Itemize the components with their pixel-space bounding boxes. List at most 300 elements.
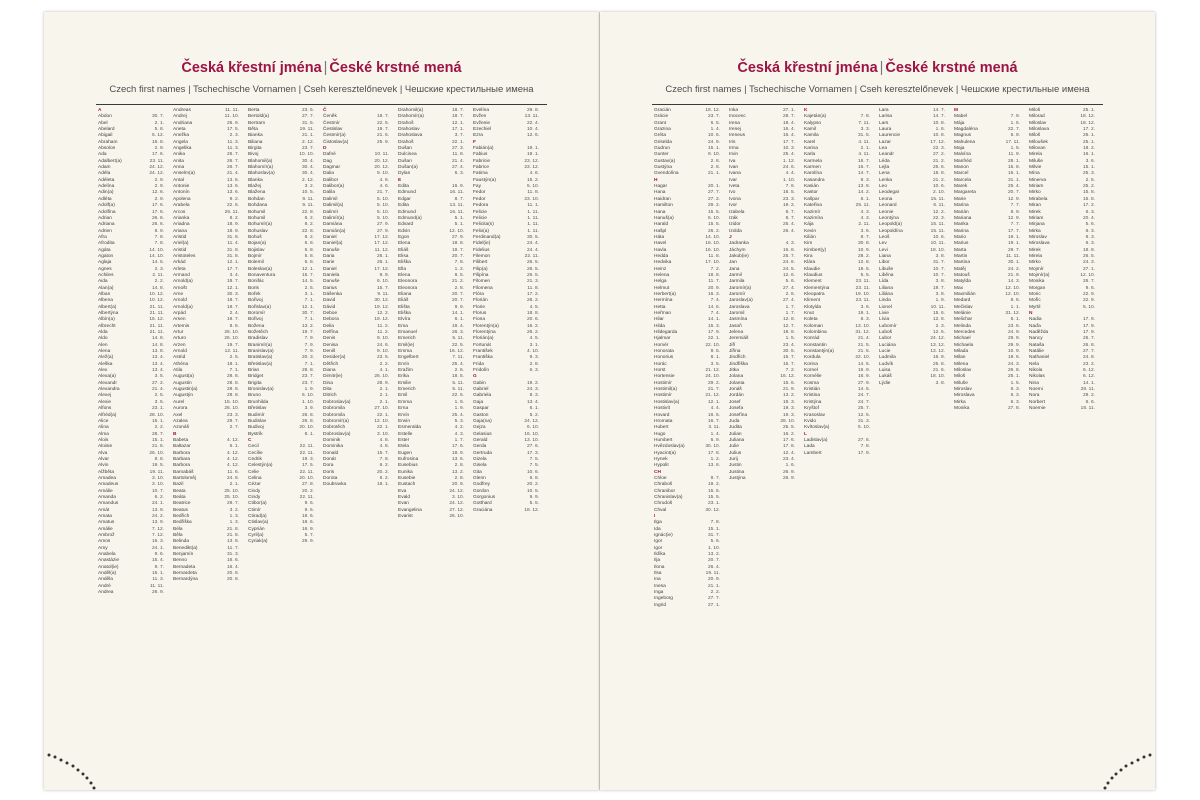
name-text: Lejla [879, 165, 890, 171]
name-text: Čistoslav(a) [323, 139, 349, 145]
name-text: Marie [954, 196, 966, 202]
name-text: Mirabela [1029, 196, 1048, 202]
name-day-date: 28. 7. [782, 114, 795, 120]
name-text: Danuše [323, 279, 340, 285]
name-day-date: 16. 7. [857, 165, 870, 171]
name-day-date: 6. 6. [1085, 399, 1095, 405]
name-text: Leodegar [879, 190, 900, 196]
name-day-date: 5. 6. [1085, 222, 1095, 228]
name-day-date: 15. 5. [707, 488, 720, 494]
name-text: Jáchym [729, 247, 746, 253]
name-day-date: 19. 3. [782, 406, 795, 412]
name-text: Arsen [173, 317, 186, 323]
name-day-date: 24. 3. [526, 387, 539, 393]
name-day-date: 11. 9. [1008, 152, 1020, 158]
name-text: Bivoj [248, 152, 259, 158]
letter-label: CH [654, 469, 661, 475]
name-text: Moric [1029, 291, 1041, 297]
name-text: Julian [729, 431, 742, 437]
name-day-date: 8. 7. [860, 234, 870, 240]
name-text: Celina [248, 475, 262, 481]
name-text: Dylan [398, 171, 411, 177]
name-day-date: 23. 5. [376, 355, 389, 361]
name-day-date: 5. 10. [857, 425, 870, 431]
name-day-date: 19. 7. [451, 247, 464, 253]
name-text: Mirka [1029, 228, 1041, 234]
name-day-date: 27. 1. [707, 602, 720, 608]
name-text: Erna [398, 406, 409, 412]
name-text: Dávid [323, 304, 336, 310]
name-day-date: 16. 12. [149, 317, 164, 323]
name-day-date: 7. 8. [154, 234, 164, 240]
name-day-date: 3. 8. [935, 380, 945, 386]
name-text: Ilga [654, 520, 662, 526]
name-day-date: 26. 5. [526, 272, 539, 278]
name-text: Filomen [473, 279, 491, 285]
name-day-date: 24. 12. [449, 488, 464, 494]
name-text: Alen [98, 342, 108, 348]
name-text: Heinz [654, 266, 667, 272]
name-text: Kalypso [804, 120, 822, 126]
name-day-date: 12. 6. [932, 330, 945, 336]
name-day-date: 24. 8. [226, 475, 239, 481]
name-day-date: 26. 7. [1082, 336, 1095, 342]
name-day-date: 14. 1. [707, 317, 720, 323]
name-text: Florus [473, 311, 487, 316]
letter-label: H [654, 177, 658, 183]
name-text: Nataša [1029, 342, 1045, 348]
name-day-date: 1. 11. [527, 222, 539, 228]
name-text: Milena [954, 361, 969, 367]
name-day-date: 16. 9. [857, 374, 870, 380]
name-day-date: 19. 1. [857, 311, 870, 316]
names-column [729, 108, 795, 482]
name-day-date: 1. 12. [782, 158, 795, 164]
name-day-date: 22. 5. [451, 393, 464, 399]
name-text: Marcel [954, 171, 969, 177]
name-text: Gaja [473, 399, 484, 405]
name-text: Miluše [954, 380, 968, 386]
name-day-date: 4. 12. [226, 450, 239, 456]
name-day-date: 4. 3. [785, 241, 795, 247]
name-text: Kateřina [804, 203, 822, 209]
name-day-date: 6. 10. [526, 425, 539, 431]
name-day-date: 10. 11. [374, 152, 389, 158]
name-day-date: 4. 6. [529, 171, 539, 177]
name-text: Antonín [173, 190, 190, 196]
name-text: Ivor [729, 203, 737, 209]
name-text: Kamil [804, 127, 816, 133]
name-day-date: 1. 5. [1010, 380, 1020, 386]
name-text: Bolemil [248, 260, 264, 266]
name-day-date: 8. 2. [304, 234, 314, 240]
name-day-date: 19. 7. [932, 285, 945, 291]
name-day-date: 22. 9. [1082, 298, 1095, 304]
name-day-date: 26. 2. [526, 330, 539, 336]
name-entry [954, 406, 1020, 412]
name-text: August(a) [173, 374, 194, 380]
name-text: Marina [954, 203, 969, 209]
name-day-date: 18. 7. [226, 304, 239, 310]
name-entry [1029, 406, 1095, 412]
name-day-date: 5. 6. [785, 279, 795, 285]
name-text: Gustav(a) [654, 158, 676, 164]
name-day-date: 3. 6. [860, 304, 870, 310]
name-day-date: 14. 6. [707, 304, 720, 310]
name-text: Barbora [173, 463, 191, 469]
name-day-date: 9. 9. [454, 304, 464, 310]
name-text: Gorgonius [473, 494, 496, 500]
name-text: Juda [729, 418, 740, 424]
name-day-date: 7. 12. [151, 526, 164, 532]
name-day-date: 19. 2. [707, 482, 720, 488]
name-day-date: 11. 11. [225, 108, 239, 113]
name-text: Nikola [1029, 368, 1043, 374]
name-day-date: 7. 7. [1010, 222, 1020, 228]
name-day-date: 24. 3. [1082, 260, 1095, 266]
name-day-date: 26. 10. [149, 450, 164, 456]
name-text: Eliáš [398, 247, 409, 253]
name-day-date: 20. 4. [1082, 215, 1095, 221]
name-text: Kosma [804, 380, 819, 386]
name-day-date: 16. 10. [705, 247, 720, 253]
name-text: Bianka [248, 133, 263, 139]
name-text: Jiří [729, 342, 736, 348]
name-text: Arturo [173, 336, 187, 342]
name-day-date: 13. 2. [707, 552, 720, 558]
name-text: Ctimír [248, 507, 261, 513]
name-day-date: 1. 7. [785, 304, 795, 310]
name-text: Nancy [1029, 336, 1043, 342]
name-text: Anastázie [98, 558, 120, 564]
name-text: Deniš [323, 349, 336, 355]
name-text: Lukáš [879, 374, 892, 380]
name-text: Emilie [398, 380, 412, 386]
name-text: Drahomír(a) [398, 114, 424, 120]
name-text: Emma [398, 349, 412, 355]
name-day-date: 23. 7. [707, 114, 720, 120]
name-text: Alan(a) [98, 285, 114, 291]
name-day-date: 15. 1. [1082, 165, 1095, 171]
name-text: Kornélie [804, 374, 822, 380]
name-text: Dagmar [323, 165, 341, 171]
name-day-date: 5. 10. [376, 196, 389, 202]
name-text: Ivana [729, 171, 741, 177]
name-text: Melinda [954, 323, 971, 329]
name-day-date: 17. 6. [451, 444, 464, 450]
name-day-date: 26. 8. [1082, 342, 1095, 348]
name-day-date: 3. 7. [454, 133, 464, 139]
name-day-date: 5. 6. [710, 539, 720, 545]
name-text: Evžen [473, 114, 487, 120]
name-day-date: 24. 7. [857, 393, 870, 399]
name-text: Hugo [654, 431, 666, 437]
name-text: Evald [398, 494, 410, 500]
name-day-date: 19. 2. [782, 203, 795, 209]
name-text: Jasmína [729, 317, 748, 323]
name-day-date: 27. 9. [376, 222, 389, 228]
name-day-date: 20. 2. [526, 482, 539, 488]
name-text: Lara [879, 108, 889, 113]
name-text: Mirjana [1029, 222, 1045, 228]
name-day-date: 1. 4. [710, 127, 720, 133]
name-text: Ester [398, 437, 410, 443]
name-text: Izák [729, 215, 738, 221]
name-text: Danuše [323, 247, 340, 253]
name-day-date: 7. 7. [1010, 203, 1020, 209]
name-day-date: 20. 6. [526, 317, 539, 323]
name-text: Bonifác [248, 279, 264, 285]
name-text: Beatrice [173, 501, 191, 507]
name-day-date: 17. 12. [374, 241, 389, 247]
name-day-date: 11. 3. [152, 577, 164, 583]
name-day-date: 27. 7. [301, 114, 314, 120]
name-day-date: 4. 1. [379, 368, 389, 374]
name-day-date: 3. 4. [229, 272, 239, 278]
name-text: Liana [879, 253, 891, 259]
name-text: Cézar [248, 482, 261, 488]
name-day-date: 9. 6. [154, 552, 164, 558]
name-day-date: 17. 7. [226, 266, 239, 272]
name-day-date: 7. 4. [710, 311, 720, 316]
name-text: Miloslav [954, 368, 972, 374]
names-column [1029, 108, 1095, 413]
name-day-date: 6. 3. [1085, 228, 1095, 234]
name-day-date: 5. 1. [454, 215, 464, 221]
name-text: Artemis [173, 323, 190, 329]
name-text: Amát [98, 507, 110, 513]
name-text: Lambert [804, 450, 822, 456]
name-text: Hamilton [654, 203, 673, 209]
name-day-date: 5. 5. [860, 272, 870, 278]
name-text: Atila [173, 368, 183, 374]
name-text: Břetislav(a) [248, 361, 273, 367]
name-text: Branimír(a) [248, 342, 272, 348]
name-text: Melichar [954, 317, 973, 323]
name-text: Alež(a) [98, 355, 114, 361]
name-day-date: 5. 8. [304, 253, 314, 259]
name-day-date: 15. 2. [526, 177, 539, 183]
name-text: Klotylda [804, 304, 822, 310]
name-day-date: 12. 1. [226, 285, 239, 291]
name-day-date: 27. 9. [451, 234, 464, 240]
name-text: Irenej [729, 127, 741, 133]
name-day-date: 10. 7. [151, 488, 164, 494]
name-text: Justin [729, 463, 742, 469]
name-text: Aleška [98, 361, 113, 367]
name-day-date: 18. 9. [226, 228, 239, 234]
name-day-date: 7. 11. [858, 120, 870, 126]
name-text: Kilián [804, 234, 816, 240]
name-text: Chloe [654, 475, 667, 481]
right-page [600, 12, 1155, 790]
name-day-date: 22. 8. [301, 228, 314, 234]
name-day-date: 8. 9. [154, 228, 164, 234]
name-text: Amadeus [98, 482, 119, 488]
name-text: Mirela [1029, 152, 1043, 158]
name-text: Čestislav [323, 127, 343, 133]
name-day-date: 21. 8. [226, 533, 239, 539]
name-day-date: 6. 2. [379, 463, 389, 469]
name-text: Ariel(a) [173, 241, 189, 247]
name-text: Michaela [954, 342, 974, 348]
name-day-date: 29. 7. [226, 501, 239, 507]
name-text: Hjalmar [654, 336, 671, 342]
name-text: Boromír [248, 311, 266, 316]
name-day-date: 11. 8. [708, 253, 720, 259]
name-day-date: 4. 3. [860, 215, 870, 221]
name-day-date: 2. 3. [935, 323, 945, 329]
name-text: Jurij [729, 456, 738, 462]
name-text: Mirek [1029, 209, 1041, 215]
name-day-date: 5. 10. [1082, 304, 1095, 310]
name-text: Estelle [398, 431, 413, 437]
name-text: Drahoš [398, 139, 414, 145]
name-day-date: 6. 3. [454, 171, 464, 177]
name-text: Chranibor [654, 488, 676, 494]
name-day-date: 9. 2. [229, 196, 239, 202]
name-day-date: 23. 4. [782, 456, 795, 462]
name-text: Hynek [654, 456, 668, 462]
name-text: Mario [954, 234, 966, 240]
name-day-date: 28. 9. [376, 380, 389, 386]
name-day-date: 18. 6. [1007, 355, 1020, 361]
name-day-date: 21. 2. [451, 279, 464, 285]
name-day-date: 2. 8. [454, 285, 464, 291]
name-text: Chranislav(a) [654, 494, 683, 500]
name-day-date: 26. 8. [301, 418, 314, 424]
name-day-date: 27. 10. [374, 406, 389, 412]
name-day-date: 8. 2. [229, 215, 239, 221]
name-day-date: 4. 11. [858, 152, 870, 158]
name-day-date: 18. 6. [301, 520, 314, 526]
name-day-date: 23. 11. [855, 285, 870, 291]
name-day-date: 13. 10. [855, 323, 870, 329]
name-day-date: 5. 10. [526, 184, 539, 190]
name-day-date: 10. 12. [149, 298, 164, 304]
name-day-date: 10. 7. [932, 266, 945, 272]
name-day-date: 16. 9. [932, 355, 945, 361]
name-text: Dušan [398, 146, 412, 152]
name-day-date: 15. 4. [151, 558, 164, 564]
name-day-date: 16. 6. [226, 558, 239, 564]
name-text: Leontýna [879, 215, 899, 221]
name-text: Noemie [1029, 406, 1046, 412]
name-day-date: 27. 9. [376, 228, 389, 234]
name-day-date: 12. 8. [782, 317, 795, 323]
name-text: Igor [654, 545, 663, 551]
name-day-date: 3. 2. [304, 184, 314, 190]
name-text: Abelard [98, 127, 115, 133]
name-text: Jindřich [729, 355, 746, 361]
name-text: Naďa [1029, 323, 1041, 329]
name-day-date: 21. 11. [149, 304, 164, 310]
name-text: Amy [98, 545, 108, 551]
name-day-date: 20. 10. [299, 475, 314, 481]
name-day-date: 3. 8. [935, 279, 945, 285]
letter-label: B [173, 431, 177, 437]
name-day-date: 19. 3. [782, 412, 795, 418]
name-day-date: 6. 2. [154, 494, 164, 500]
name-text: Ambrož [98, 533, 115, 539]
name-text: Eliáš [398, 298, 409, 304]
name-text: Aneta [173, 127, 186, 133]
name-day-date: 17. 1. [451, 127, 464, 133]
name-text: Mirko [1029, 260, 1041, 266]
name-text: Emil(ie) [398, 342, 415, 348]
name-text: Erika [398, 374, 409, 380]
name-text: Hortensie [654, 374, 675, 380]
name-text: Budimír [248, 412, 265, 418]
name-day-date: 16. 7. [857, 158, 870, 164]
name-text: Marius [954, 241, 969, 247]
name-text: Gita [473, 469, 482, 475]
name-text: Hilda [654, 323, 665, 329]
name-day-date: 25. 4. [451, 412, 464, 418]
name-day-date: 2. 7. [229, 425, 239, 431]
name-text: Adin(a) [98, 190, 114, 196]
name-text: Elena [398, 241, 411, 247]
name-day-date: 25. 4. [782, 152, 795, 158]
name-day-date: 14. 1. [1082, 380, 1095, 386]
name-day-date: 23. 4. [782, 342, 795, 348]
name-day-date: 25. 4. [451, 361, 464, 367]
name-text: Julius [729, 450, 742, 456]
name-day-date: 22. 11. [299, 494, 314, 500]
name-text: Ctibor(a) [248, 501, 267, 507]
name-text: Eustach [398, 482, 416, 488]
name-day-date: 11. 8. [527, 190, 539, 196]
name-day-date: 1. 3. [229, 520, 239, 526]
name-text: Arnošt [173, 285, 187, 291]
name-text: Dalimil(a) [323, 203, 344, 209]
name-day-date: 6. 12. [1082, 374, 1095, 380]
name-text: Ariadna [173, 222, 190, 228]
name-day-date: 2. 6. [454, 368, 464, 374]
title-rule [96, 104, 547, 105]
name-text: Fabricie [473, 158, 491, 164]
name-text: Dina [323, 380, 333, 386]
name-entry [879, 381, 945, 387]
name-text: Miloš [1029, 133, 1041, 139]
name-text: Adam [98, 165, 111, 171]
name-day-date: 13. 2. [451, 469, 464, 475]
name-text: Celestýn(a) [248, 463, 273, 469]
name-text: Elvíra [398, 317, 411, 323]
name-text: Eliana [398, 291, 412, 297]
name-day-date: 26. 1. [376, 253, 389, 259]
name-text: Božena [248, 323, 265, 329]
name-text: Fidel(ie) [473, 241, 491, 247]
name-day-date: 22. 5. [451, 342, 464, 348]
name-day-date: 4. 8. [379, 437, 389, 443]
name-text: Azalea [173, 418, 188, 424]
name-text: Dalibor(a) [323, 184, 345, 190]
name-text: Eva [398, 488, 407, 494]
name-text: Laura [879, 127, 892, 133]
name-day-date: 20. 9. [451, 482, 464, 488]
name-day-date: 17. 9. [1082, 317, 1095, 323]
name-text: Hyacint(a) [654, 450, 676, 456]
name-text: Donald [323, 450, 339, 456]
name-day-date: 3. 1. [304, 291, 314, 297]
name-day-date: 2. 5. [229, 355, 239, 361]
name-text: Fabián(a) [473, 146, 494, 152]
name-text: Kastor [804, 190, 818, 196]
name-day-date: 14. 8. [151, 342, 164, 348]
name-day-date: 20. 9. [707, 285, 720, 291]
name-day-date: 4. 8. [379, 444, 389, 450]
